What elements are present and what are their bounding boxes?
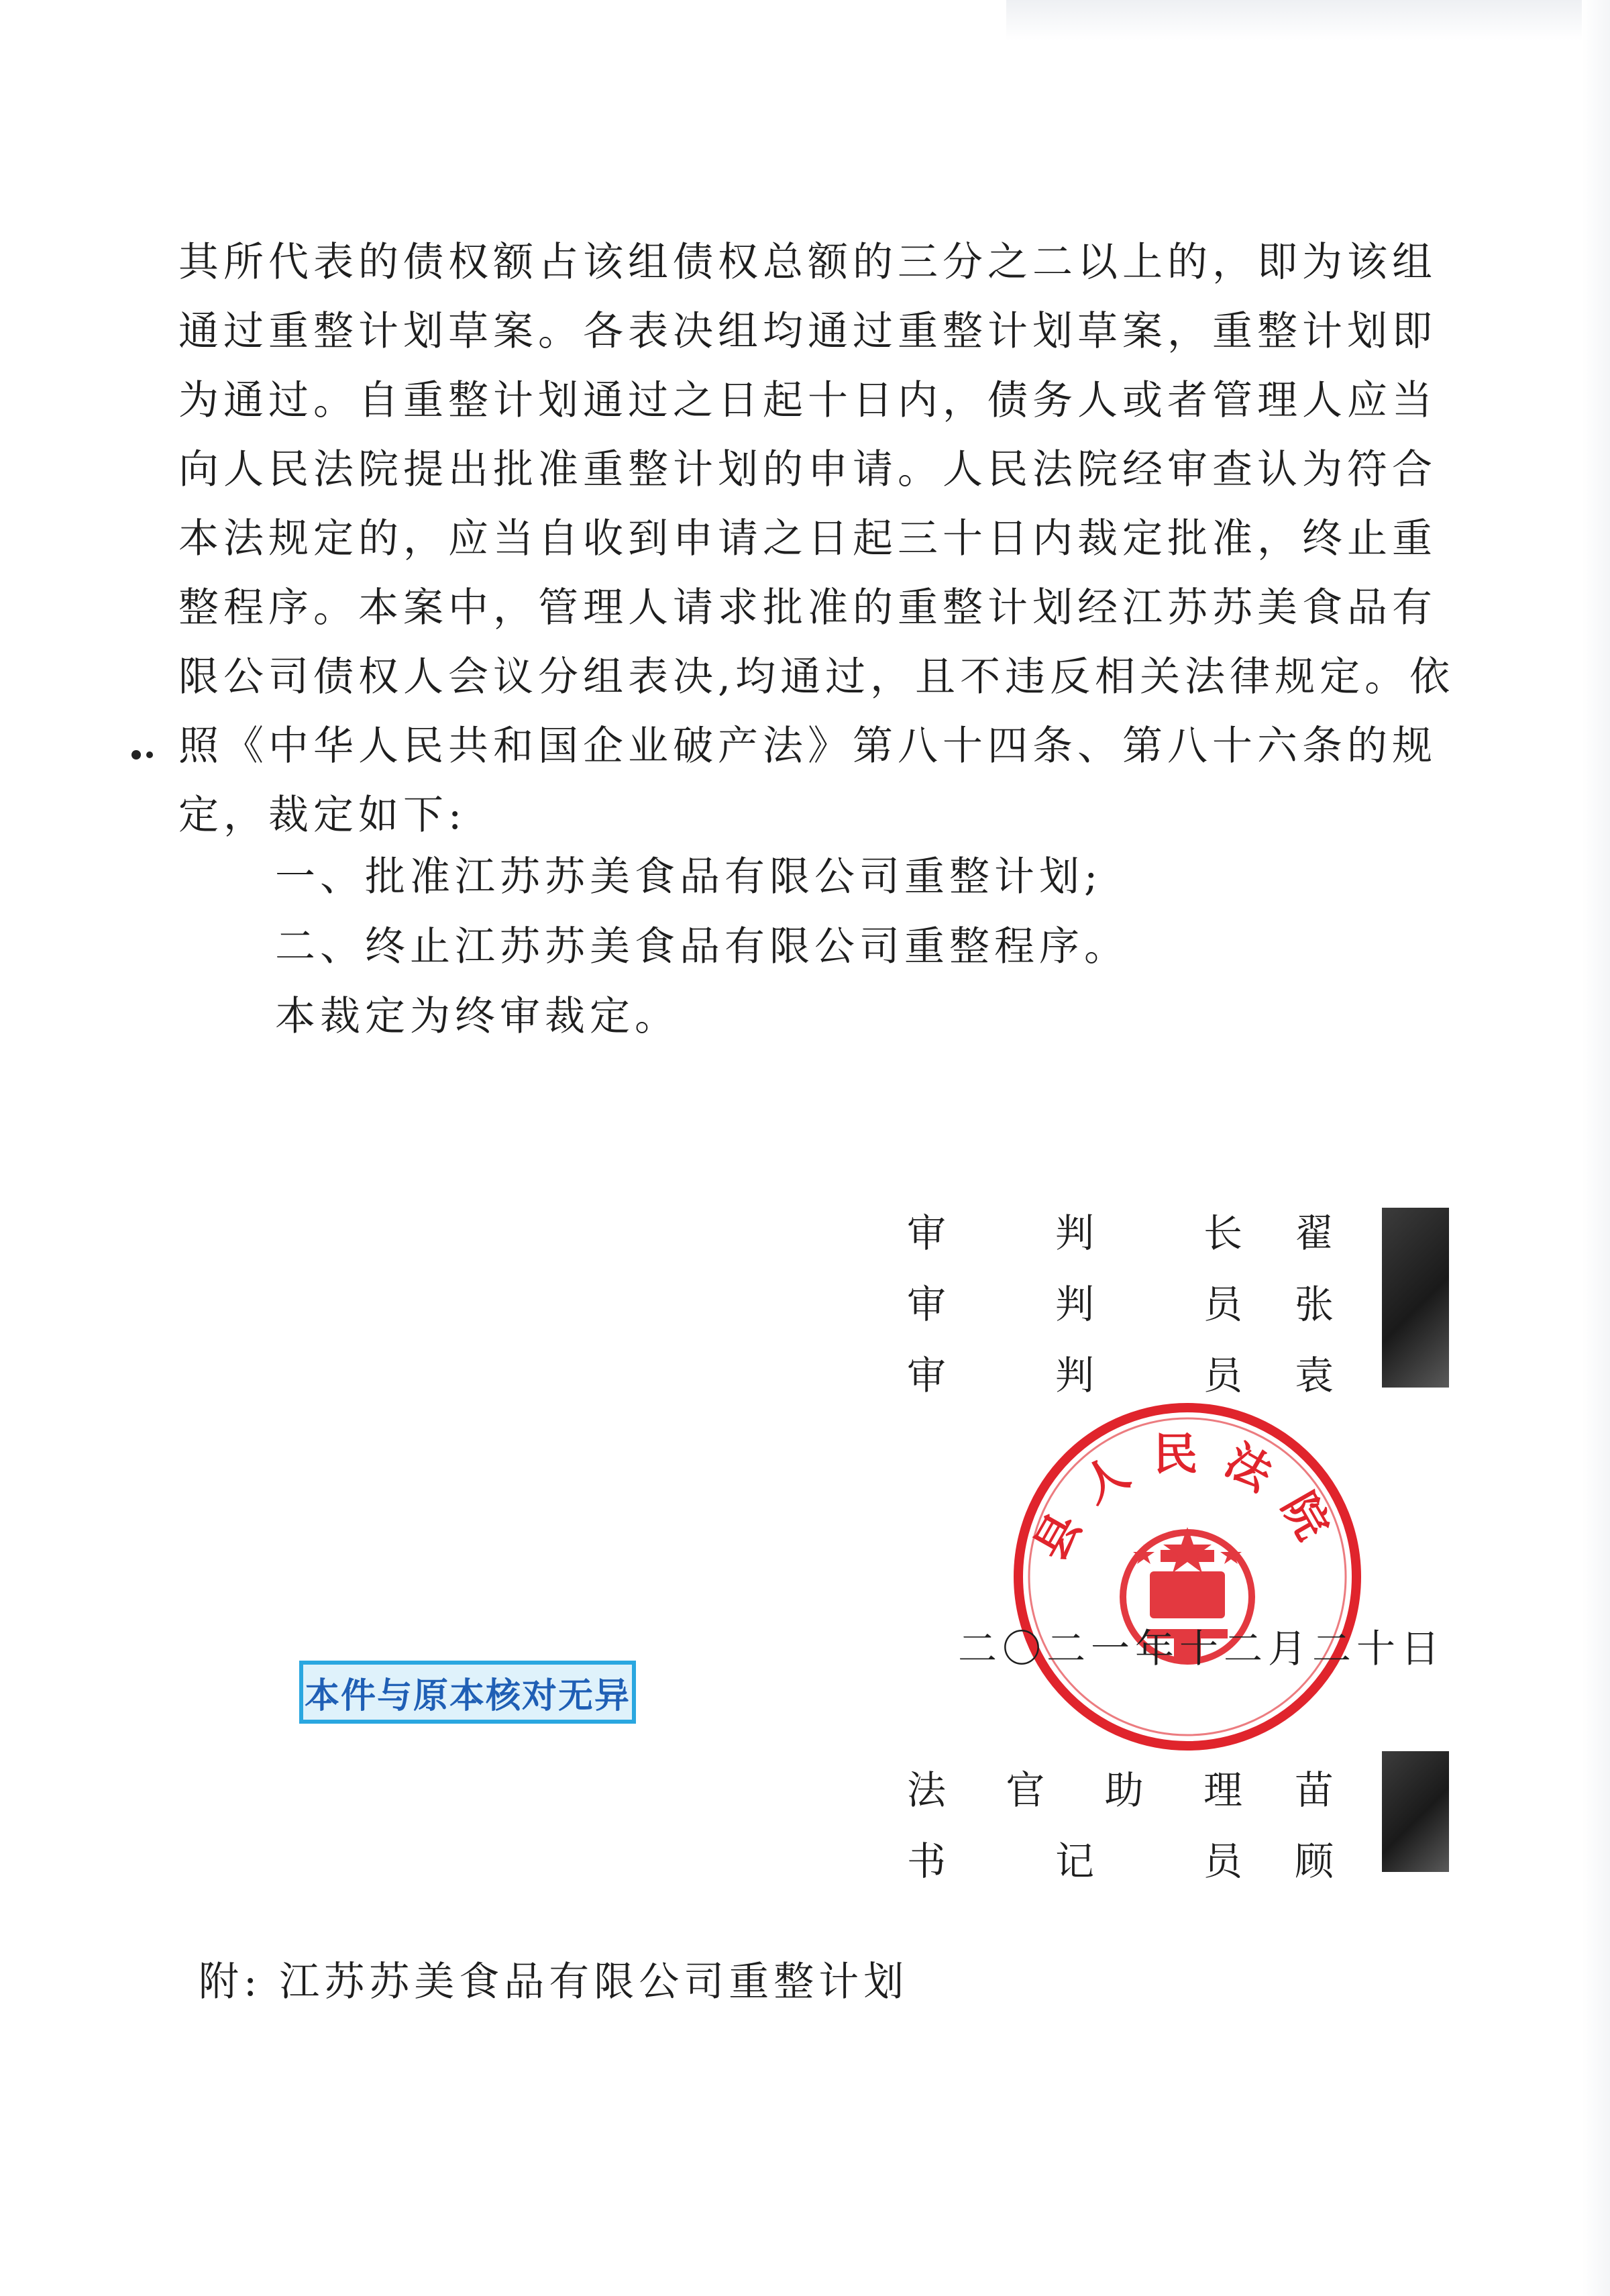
redaction-block [1382,1208,1449,1388]
body-line: 照《中华人民共和国企业破产法》第八十四条、第八十六条的规 [178,723,1437,770]
signature-row [907,1822,1334,1893]
signature-role: 法 官 助 理 [907,1767,1242,1813]
body-line: 向人民法院提出批准重整计划的申请。人民法院经审查认为符合 [178,446,1437,493]
body-line: 定，裁定如下: [178,792,467,839]
signature-name: 张 [1295,1282,1334,1327]
signature-row [907,1265,1334,1337]
certification-stamp: 本件与原本核对无异 [299,1661,636,1724]
signature-name: 顾 [1295,1838,1334,1884]
signature-row [907,1751,1334,1822]
redaction-block [1382,1751,1449,1872]
scan-mark [131,750,141,760]
attachment-note: 附: 江苏苏美食品有限公司重整计划 [199,1959,909,2005]
body-line: 本法规定的，应当自收到申请之日起三十日内裁定批准，终止重 [178,515,1437,562]
signature-row [907,1337,1334,1408]
ruling-item: 一、批准江苏苏美食品有限公司重整计划; [275,853,1103,900]
clerks-signature-block [907,1751,1334,1893]
signature-role: 审 判 员 [907,1282,1242,1327]
ruling-date: 二〇二一年十二月二十日 [958,1626,1446,1671]
signature-name: 苗 [1295,1767,1334,1813]
body-line: 为通过。自重整计划通过之日起十日内，债务人或者管理人应当 [178,377,1437,424]
signature-role: 审 判 长 [907,1210,1242,1256]
page-edge [1582,0,1610,2296]
scan-shadow [1006,0,1610,40]
seal-text: 县人民法院 [1024,1427,1351,1569]
signature-name: 翟 [1295,1210,1334,1256]
ruling-list [275,842,1281,1051]
signature-role: 审 判 员 [907,1353,1242,1398]
ruling-item: 二、终止江苏苏美食品有限公司重整程序。 [275,923,1129,970]
body-line: 整程序。本案中，管理人请求批准的重整计划经江苏苏美食品有 [178,584,1437,631]
signature-role: 书 记 员 [907,1838,1242,1884]
judges-signature-block [907,1194,1334,1408]
court-seal [1006,1396,1368,1758]
scan-mark [146,751,153,758]
signature-row [907,1194,1334,1265]
body-line: 通过重整计划草案。各表决组均通过重整计划草案，重整计划即 [178,308,1437,355]
ruling-item: 本裁定为终审裁定。 [275,993,680,1040]
body-paragraph [178,228,1455,850]
body-line: 其所代表的债权额占该组债权总额的三分之二以上的，即为该组 [178,239,1437,286]
body-line: 限公司债权人会议分组表决,均通过，且不违反相关法律规定。依 [178,654,1455,700]
signature-name: 袁 [1295,1353,1334,1398]
